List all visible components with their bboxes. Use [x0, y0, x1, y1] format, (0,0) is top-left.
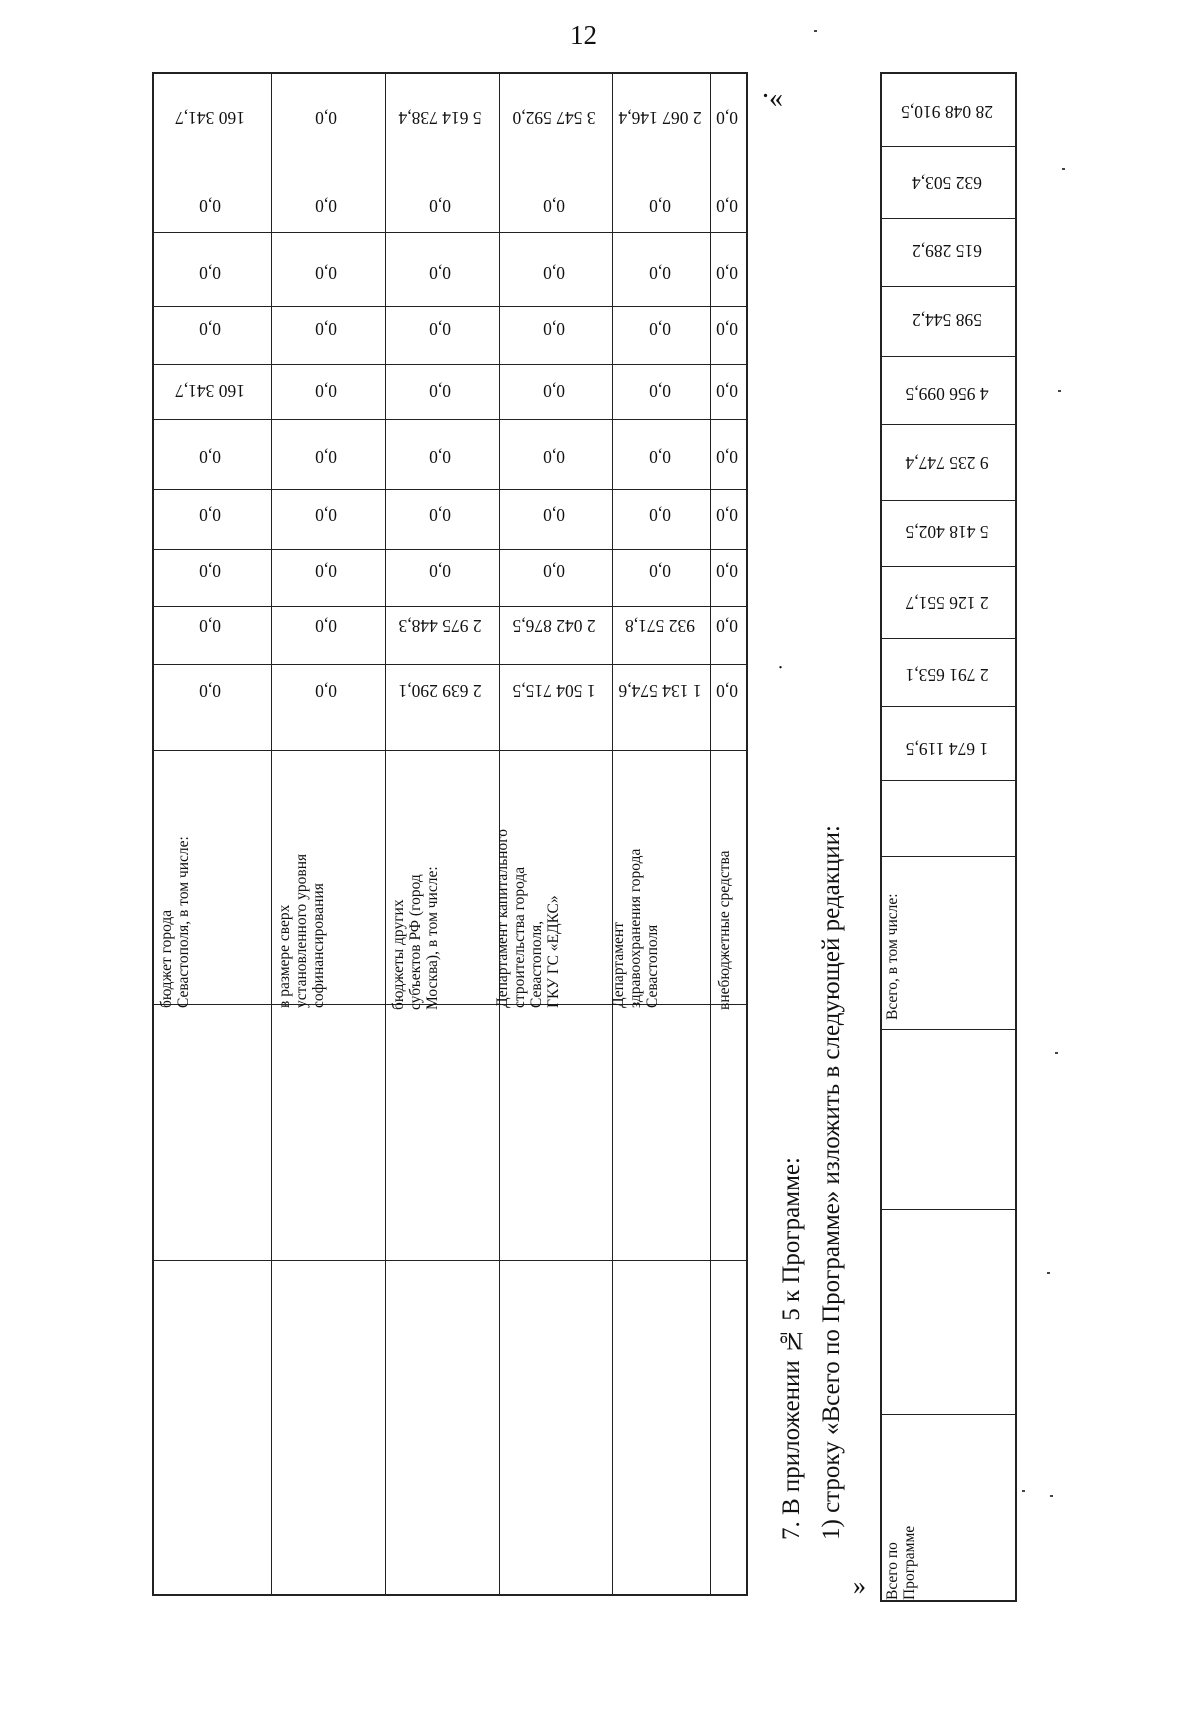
- table-cell: 0,0: [649, 263, 671, 283]
- table-cell: 2 067 146,4: [618, 108, 702, 128]
- table-cell: 0,0: [199, 616, 221, 636]
- table-cell: 2 975 448,3: [398, 616, 482, 636]
- table-cell: 0,0: [716, 108, 738, 128]
- table-cell: 0,0: [543, 561, 565, 581]
- table-cell: 0,0: [199, 263, 221, 283]
- row-label-extrabudgetary: внебюджетные средства: [716, 850, 733, 1010]
- table-cell: 160 341,7: [175, 108, 245, 128]
- total-program-label: Всего по Программе: [884, 1525, 918, 1600]
- total-cell: 9 235 747,4: [905, 453, 989, 473]
- table-cell: 0,0: [716, 381, 738, 401]
- table-cell: 0,0: [429, 196, 451, 216]
- table-cell: 0,0: [716, 616, 738, 636]
- table-cell: 0,0: [543, 319, 565, 339]
- table-cell: 2 639 290,1: [398, 681, 482, 701]
- table-cell: 0,0: [315, 196, 337, 216]
- instruction-line-1: 7. В приложении № 5 к Программе:: [778, 1157, 805, 1540]
- table-cell: 0,0: [429, 447, 451, 467]
- table-cell: 0,0: [716, 196, 738, 216]
- table-cell: 0,0: [649, 196, 671, 216]
- program-total-table: [880, 72, 1017, 1602]
- total-cell: 632 503,4: [912, 173, 982, 193]
- total-cell: 598 544,2: [912, 310, 982, 330]
- table-cell: 0,0: [315, 616, 337, 636]
- instruction-line-2: 1) строку «Всего по Программе» изложить в следующей редакции:: [818, 825, 845, 1540]
- table-cell: 0,0: [199, 196, 221, 216]
- table-cell: 0,0: [543, 263, 565, 283]
- table-cell: 3 547 592,0: [512, 108, 596, 128]
- row-label-health-dept: Департамент здравоохранения города Севастополя: [610, 848, 661, 1008]
- table-cell: 0,0: [543, 505, 565, 525]
- table-cell: 0,0: [649, 319, 671, 339]
- total-cell: 2 126 551,7: [905, 593, 989, 613]
- trailing-dot: .: [778, 661, 783, 683]
- table-cell: 0,0: [716, 681, 738, 701]
- table-cell: 0,0: [315, 561, 337, 581]
- table-cell: 0,0: [315, 319, 337, 339]
- table-cell: 0,0: [315, 447, 337, 467]
- table-cell: 0,0: [429, 381, 451, 401]
- page-number: 12: [570, 20, 597, 50]
- table-cell: 0,0: [315, 381, 337, 401]
- table-cell: 0,0: [429, 505, 451, 525]
- closing-quote: ».: [762, 87, 783, 118]
- table-cell: 0,0: [199, 319, 221, 339]
- table-cell: 1 134 574,6: [618, 681, 702, 701]
- row-label-capital-construction-dept: Департамент капитального строительства города Севастополя, ГКУ ГС «ЕДКС»: [494, 829, 562, 1008]
- total-cell: 4 956 099,5: [905, 384, 989, 404]
- table-cell: 0,0: [199, 681, 221, 701]
- table-cell: 0,0: [716, 319, 738, 339]
- opening-quote: «: [853, 1576, 866, 1605]
- table-cell: 0,0: [199, 505, 221, 525]
- table-cell: 932 571,8: [625, 616, 695, 636]
- table-cell: 0,0: [716, 561, 738, 581]
- table-cell: 0,0: [315, 505, 337, 525]
- row-label-sevastopol-budget: бюджет города Севастополя, в том числе:: [158, 836, 192, 1008]
- row-label-above-cofinancing: в размере сверх установленного уровня софинансирования: [276, 853, 327, 1008]
- table-cell: 0,0: [429, 319, 451, 339]
- table-cell: 0,0: [543, 447, 565, 467]
- table-cell: 0,0: [199, 561, 221, 581]
- table-cell: 160 341,7: [175, 381, 245, 401]
- row-label-other-subjects-budget: бюджеты других субъектов РФ (город Москва), в том числе:: [390, 866, 441, 1010]
- table-cell: 0,0: [716, 505, 738, 525]
- table-cell: 0,0: [543, 196, 565, 216]
- table-cell: 0,0: [199, 447, 221, 467]
- table-cell: 0,0: [315, 681, 337, 701]
- table-cell: 0,0: [429, 561, 451, 581]
- table-cell: 0,0: [649, 561, 671, 581]
- table-cell: 0,0: [649, 381, 671, 401]
- table-cell: 0,0: [649, 447, 671, 467]
- table-cell: 0,0: [543, 381, 565, 401]
- table-cell: 0,0: [315, 263, 337, 283]
- total-cell: 28 048 910,5: [901, 102, 993, 122]
- table-cell: 0,0: [429, 263, 451, 283]
- total-including-label: Всего, в том числе:: [884, 893, 901, 1020]
- table-cell: 5 614 738,4: [398, 108, 482, 128]
- table-cell: 0,0: [716, 263, 738, 283]
- table-cell: 1 504 715,5: [512, 681, 596, 701]
- table-cell: 0,0: [716, 447, 738, 467]
- table-cell: 2 042 876,5: [512, 616, 596, 636]
- total-cell: 1 674 119,5: [905, 739, 989, 759]
- total-cell: 615 289,2: [912, 241, 982, 261]
- total-cell: 5 418 402,5: [905, 522, 989, 542]
- table-cell: 0,0: [315, 108, 337, 128]
- total-cell: 2 791 653,1: [905, 665, 989, 685]
- table-cell: 0,0: [649, 505, 671, 525]
